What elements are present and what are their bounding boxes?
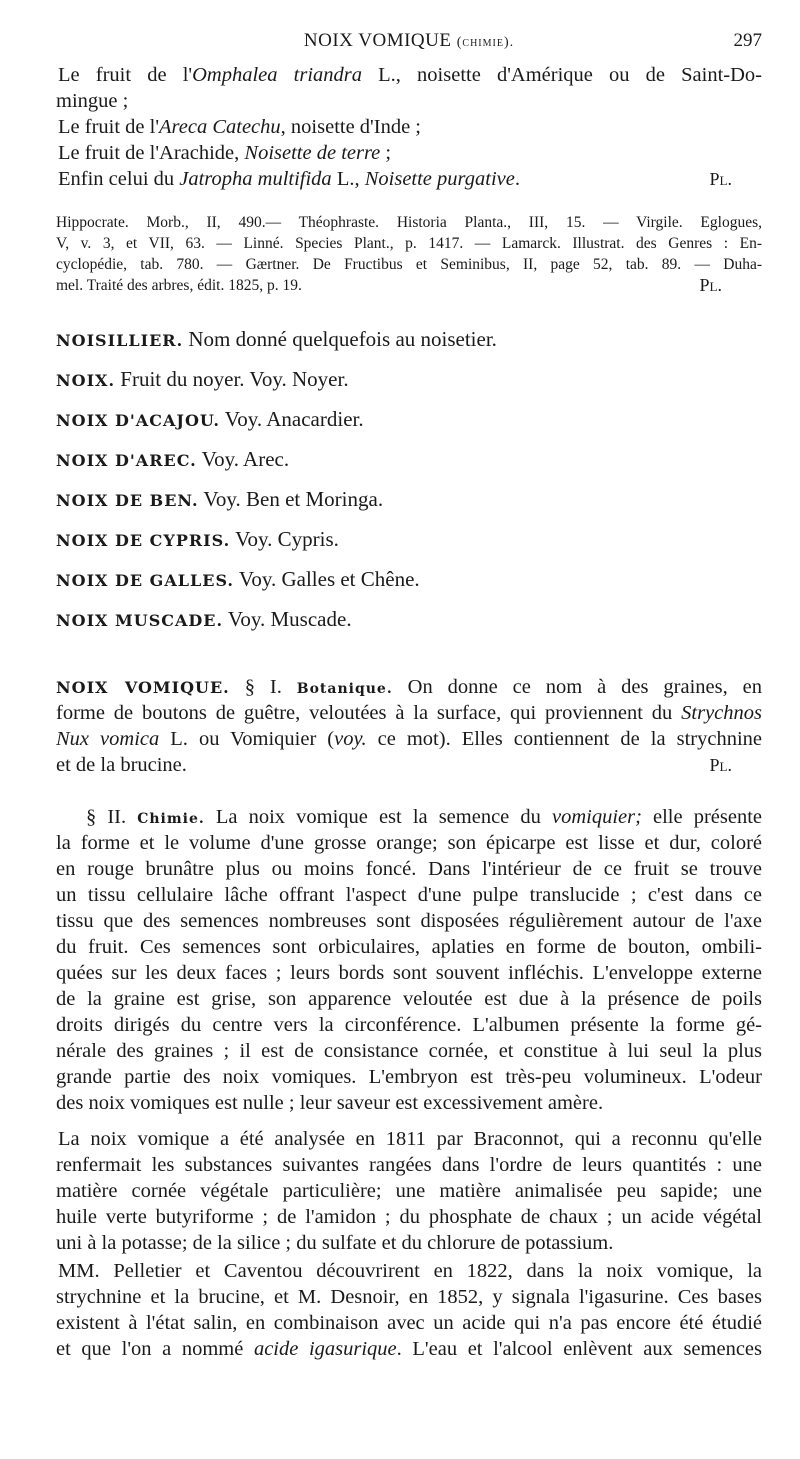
dictionary-entry: NOISILLIER. Nom donné quelquefois au noisetier. (56, 327, 497, 351)
dictionary-entry: NOIX MUSCADE. Voy. Muscade. (56, 607, 352, 631)
author-signature: Pl. (699, 275, 722, 295)
author-signature: Pl. (709, 169, 732, 189)
entry-list (56, 323, 762, 635)
top-paragraph: Le fruit de l'Omphalea triandra L., noisette d'Amérique ou de Saint-Do- mingue ; Le fruit de l'Areca Catechu, noisette d'Inde ; Le fruit de l'Arachide, Noisette de terre ; Enfin celui du Jatropha multifida L., Noisette purgative. Pl. (56, 64, 762, 190)
chimie-section: § II. Chimie. La noix vomique est la semence du vomiquier; elle présente la forme et le volume d'une grosse orange; son épicarpe est lisse et dur, coloré en rouge brunâtre plus ou moins foncé. Dans l'intérieur de ce fruit se trouve un tissu cellulaire lâche offrant l'aspect d'une pulpe translucide ; c'est dans ce tissu que des semences nombreuses sont disposées régulièrement autour de l'axe du fruit. Ces semences sont orbiculaires, aplaties en forme de bouton, ombili- quées sur les deux faces ; leurs bords sont souvent infléchis. L'enveloppe externe de la graine est grise, son apparence veloutée est due à la présence de poils droits dirigés du centre vers la circonférence. L'albumen présente la forme gé- nérale des graines ; il est de consistance cornée, et constitue à lui seul la plus grande partie des noix vomiques. L'embryon est très-peu volumineux. L'odeur des noix vomiques est nulle ; leur saveur est excessivement amère. (56, 806, 762, 1114)
dictionary-entry: NOIX D'ACAJOU. Voy. Anacardier. (56, 407, 364, 431)
analysis-paragraph: La noix vomique a été analysée en 1811 par Braconnot, qui a reconnu qu'elle renfermait les substances suivantes rangées dans l'ordre de leurs quantités : une matière cornée végétale particulière; une matière animalisée peu sapide; une huile verte butyriforme ; de l'amidon ; du phosphate de chaux ; un acide végétal uni à la potasse; de la silice ; du sulfate et du chlorure de potassium. (56, 1128, 762, 1254)
dictionary-entry: NOIX DE BEN. Voy. Ben et Moringa. (56, 487, 384, 511)
header-title: NOIX VOMIQUE (chimie). (303, 30, 515, 51)
dictionary-entry: NOIX D'AREC. Voy. Arec. (56, 447, 290, 471)
vomique-botany-section: NOIX VOMIQUE. § I. Botanique. On donne ce nom à des graines, en forme de boutons de guêtre, veloutées à la surface, qui proviennent du Strychnos Nux vomica L. ou Vomiquier (voy. ce mot). Elles contiennent de la strychnine et de la brucine. Pl. (56, 676, 762, 776)
bibliography: Hippocrate. Morb., II, 490.— Théophraste. Historia Planta., III, 15. — Virgile. Eglogues, V, v. 3, et VII, 63. — Linné. Species Plant., p. 1417. — Lamarck. Illustrat. des Genres : En- cyclopédie, tab. 780. — Gærtner. De Fructibus et Seminibus, II, page 52, tab. 89. — Duha- mel. Traité des arbres, édit. 1825, p. 19. Pl. (56, 214, 762, 295)
discovery-paragraph: MM. Pelletier et Caventou découvrirent en 1822, dans la noix vomique, la strychnine et la brucine, et M. Desnoir, en 1852, y signala l'igasurine. Ces bases existent à l'état salin, en combinaison avec un acide qui n'a pas encore été étudié et que l'on a nommé acide igasurique. L'eau et l'alcool enlèvent aux semences (56, 1260, 762, 1360)
page-number: 297 (733, 30, 762, 51)
dictionary-entry: NOIX DE CYPRIS. Voy. Cypris. (56, 527, 339, 551)
dictionary-entry: NOIX DE GALLES. Voy. Galles et Chêne. (56, 567, 420, 591)
running-header (56, 30, 762, 58)
dictionary-entry: NOIX. Fruit du noyer. Voy. Noyer. (56, 367, 349, 391)
entry-headword: NOIX VOMIQUE. (56, 678, 230, 697)
author-signature: Pl. (709, 755, 732, 775)
